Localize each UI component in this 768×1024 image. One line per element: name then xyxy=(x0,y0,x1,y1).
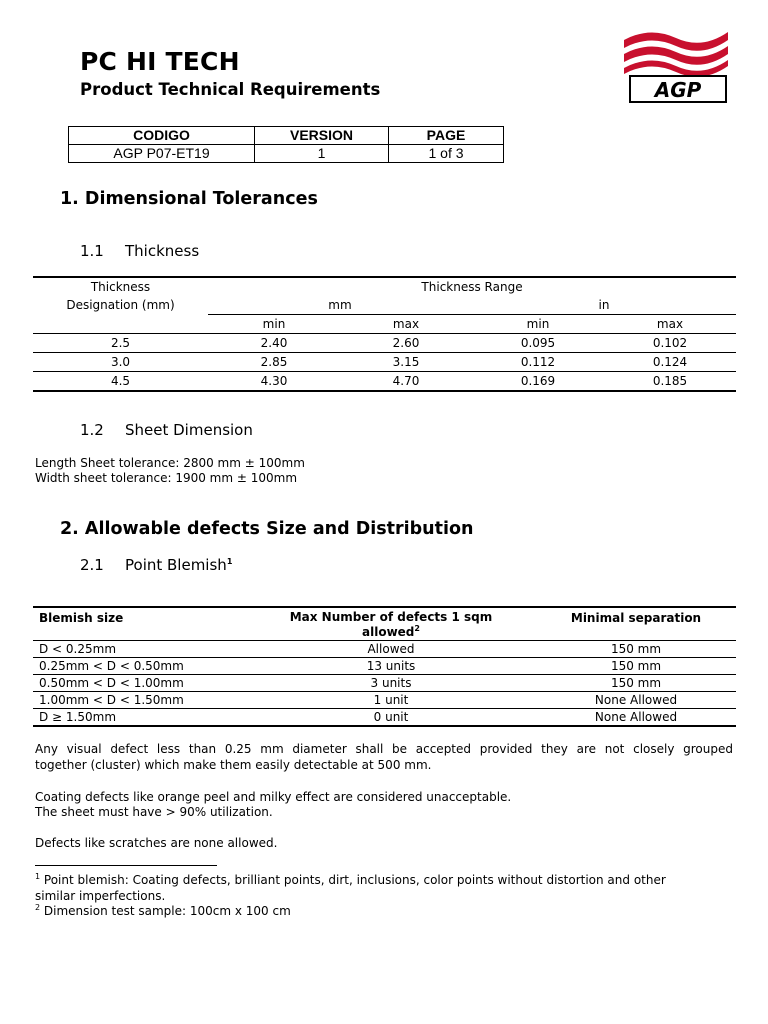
header-page: PAGE xyxy=(389,127,504,145)
cell-max-defects: 3 units xyxy=(370,676,412,690)
footnote-number: 2 xyxy=(35,903,41,912)
cell-separation: None Allowed xyxy=(594,693,678,707)
subsection-title: Point Blemish xyxy=(125,556,227,574)
sub-header-min-in: min xyxy=(526,317,550,331)
header-blemish-size: Blemish size xyxy=(39,611,124,625)
header-max-defects-line2: allowed xyxy=(362,625,415,639)
paragraph-visual-defect-line1: Any visual defect less than 0.25 mm diameter shall be accepted provided they are not closely grouped xyxy=(35,742,733,756)
cell-mm-min: 4.30 xyxy=(260,374,288,388)
cell-max-defects: 0 unit xyxy=(373,710,409,724)
footnote-1-text: Point blemish: Coating defects, brilliant points, dirt, inclusions, color points without distortion and other xyxy=(40,873,666,887)
cell-separation: None Allowed xyxy=(594,710,678,724)
cell-mm-max: 3.15 xyxy=(392,355,420,369)
value-page: 1 of 3 xyxy=(389,145,504,163)
subsection-title: Thickness xyxy=(125,242,200,260)
cell-in-max: 0.185 xyxy=(652,374,688,388)
subsection-heading-1-1 xyxy=(80,242,199,260)
subsection-number: 2.1 xyxy=(80,556,104,574)
blemish-table xyxy=(33,606,736,727)
header-codigo: CODIGO xyxy=(69,127,255,145)
header-max-defects xyxy=(246,607,536,641)
subsection-title: Sheet Dimension xyxy=(125,421,253,439)
footnote-1 xyxy=(35,873,666,888)
cell-in-max: 0.102 xyxy=(652,336,688,350)
header-version: VERSION xyxy=(255,127,389,145)
subsection-heading-2-1 xyxy=(80,556,232,574)
company-name: PC HI TECH xyxy=(80,47,240,76)
subsection-number: 1.1 xyxy=(80,242,104,260)
unit-mm-header: mm xyxy=(208,296,472,315)
cell-mm-max: 2.60 xyxy=(392,336,420,350)
thickness-range-header: Thickness Range xyxy=(421,280,523,294)
subsection-heading-1-2 xyxy=(80,421,253,439)
sheet-width-tolerance: Width sheet tolerance: 1900 mm ± 100mm xyxy=(35,471,298,485)
footnote-2 xyxy=(35,904,291,919)
cell-in-max: 0.124 xyxy=(652,355,688,369)
sub-header-max-in: max xyxy=(656,317,684,331)
table-row xyxy=(33,353,736,372)
table-row xyxy=(33,334,736,353)
table-row xyxy=(33,692,736,709)
document-code-table xyxy=(68,126,504,163)
header-min-separation: Minimal separation xyxy=(570,611,702,625)
value-version: 1 xyxy=(255,145,389,163)
cell-separation: 150 mm xyxy=(610,642,662,656)
footnote-1-continued: similar imperfections. xyxy=(35,889,166,903)
sub-header-max-mm: max xyxy=(392,317,420,331)
footnote-number: 1 xyxy=(35,872,41,881)
footnote-separator xyxy=(35,865,217,866)
table-row xyxy=(33,641,736,658)
cell-mm-min: 2.40 xyxy=(260,336,288,350)
cell-in-min: 0.169 xyxy=(520,374,556,388)
paragraph-visual-defect-line2: together (cluster) which make them easily detectable at 500 mm. xyxy=(35,758,432,772)
table-row xyxy=(33,709,736,727)
designation-header: Designation (mm) xyxy=(66,298,175,313)
cell-designation: 4.5 xyxy=(110,374,131,388)
cell-max-defects: Allowed xyxy=(367,642,415,656)
cell-blemish-size: D < 0.25mm xyxy=(39,642,117,656)
agp-logo xyxy=(620,26,732,106)
unit-in-header: in xyxy=(472,296,736,315)
cell-in-min: 0.095 xyxy=(520,336,556,350)
empty-cell xyxy=(33,315,208,334)
cell-blemish-size: 1.00mm < D < 1.50mm xyxy=(39,693,184,707)
logo-red-stripe-3 xyxy=(624,60,728,77)
section-heading-2: 2. Allowable defects Size and Distribution xyxy=(60,519,474,539)
sub-header-min-mm: min xyxy=(262,317,286,331)
cell-separation: 150 mm xyxy=(610,676,662,690)
cell-blemish-size: D ≥ 1.50mm xyxy=(39,710,117,724)
sheet-length-tolerance: Length Sheet tolerance: 2800 mm ± 100mm xyxy=(35,456,305,470)
cell-blemish-size: 0.25mm < D < 0.50mm xyxy=(39,659,184,673)
cell-separation: 150 mm xyxy=(610,659,662,673)
footnote-ref-2: 2 xyxy=(414,624,420,633)
table-row xyxy=(33,675,736,692)
cell-max-defects: 1 unit xyxy=(373,693,409,707)
paragraph-scratches: Defects like scratches are none allowed. xyxy=(35,836,278,850)
paragraph-coating-defects: Coating defects like orange peel and milky effect are considered unacceptable. xyxy=(35,790,512,804)
value-codigo: AGP P07-ET19 xyxy=(69,145,255,163)
footnote-ref-1: 1 xyxy=(226,557,233,566)
table-row xyxy=(33,372,736,392)
thickness-col-header: Thickness xyxy=(90,280,151,294)
cell-designation: 3.0 xyxy=(110,355,131,369)
footnote-2-text: Dimension test sample: 100cm x 100 cm xyxy=(40,904,291,918)
cell-blemish-size: 0.50mm < D < 1.00mm xyxy=(39,676,184,690)
thickness-table xyxy=(33,276,736,392)
section-heading-1: 1. Dimensional Tolerances xyxy=(60,189,318,209)
cell-max-defects: 13 units xyxy=(366,659,416,673)
subsection-number: 1.2 xyxy=(80,421,104,439)
cell-mm-max: 4.70 xyxy=(392,374,420,388)
cell-in-min: 0.112 xyxy=(520,355,556,369)
logo-text: AGP xyxy=(654,78,702,102)
table-row xyxy=(33,658,736,675)
paragraph-utilization: The sheet must have > 90% utilization. xyxy=(35,805,273,819)
cell-mm-min: 2.85 xyxy=(260,355,288,369)
cell-designation: 2.5 xyxy=(110,336,131,350)
header-max-defects-line1: Max Number of defects 1 sqm xyxy=(289,610,493,624)
document-subtitle: Product Technical Requirements xyxy=(80,80,381,99)
